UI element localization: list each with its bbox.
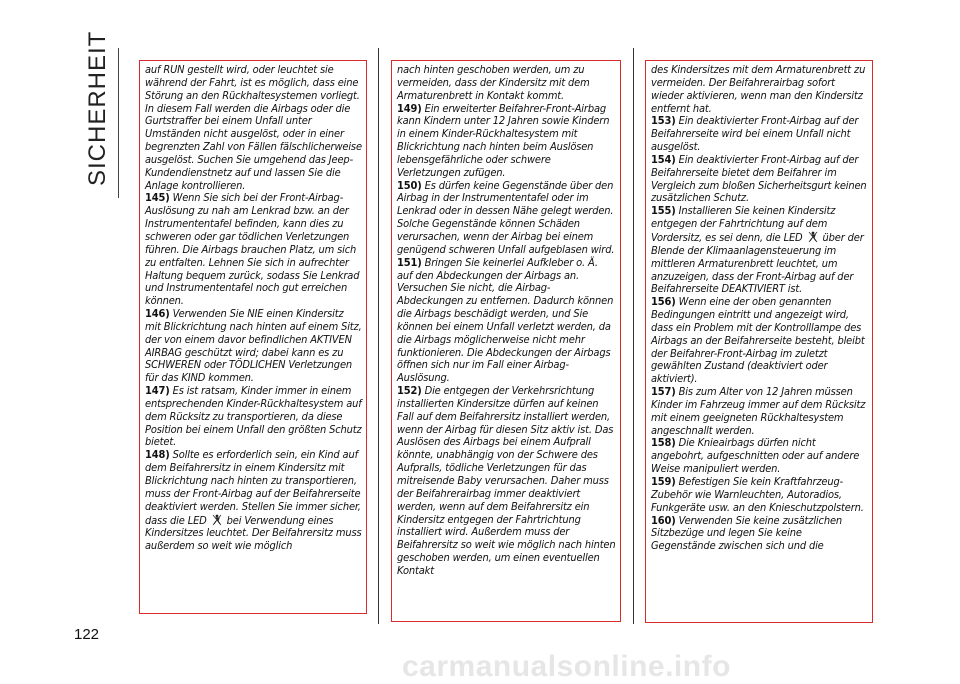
note-number: 155)	[651, 204, 676, 218]
note-number: 156)	[651, 295, 676, 309]
warning-note	[145, 449, 362, 553]
note-text: Befestigen Sie kein Kraftfahrzeug-Zubehör wie Warnleuchten, Autoradios, Funkgeräte usw. an den Knieschutzpolstern.	[651, 475, 864, 514]
warning-note	[651, 386, 868, 437]
warning-note	[651, 476, 868, 515]
warning-note	[651, 115, 868, 154]
note-text: Ein deaktivierter Front-Airbag auf der Beifahrerseite wird bei einem Unfall nicht ausgelöst.	[651, 114, 859, 154]
warning-note	[145, 192, 362, 308]
column-divider	[378, 48, 379, 624]
note-number: 147)	[145, 384, 170, 398]
section-title-text: SICHERHEIT	[84, 30, 111, 186]
note-text: Wenn Sie sich bei der Front-Airbag-Auslösung zu nah am Lenkrad bzw. an der Instrumententafel befinden, kann dies zu schweren oder gar tödlichen Verletzungen führen. Die Airbags brauchen Platz, um sich zu entfalten. Lehnen Sie sich in aufrechter Haltung bequem zurück, sodass Sie Lenkrad und Instrumententafel noch gut erreichen können.	[145, 191, 360, 308]
note-text: Wenn eine der oben genannten Bedingungen eintritt und angezeigt wird, dass ein Problem mit der Kontrolllampe des Airbags an der Beifahrerseite besteht, bleibt der Beifahrer-Front-Airbag im zuletzt gewählten Zustand (deaktiviert oder aktiviert).	[651, 295, 865, 386]
note-text: Verwenden Sie keine zusätzlichen Sitzbezüge und legen Sie keine Gegenstände zwischen sich und die	[651, 513, 843, 553]
warning-note	[145, 308, 362, 385]
note-number: 150)	[397, 178, 422, 192]
warning-note	[397, 180, 616, 257]
warning-continuation	[651, 64, 868, 115]
note-number: 158)	[651, 436, 676, 450]
warning-note	[145, 385, 362, 449]
note-number: 152)	[397, 384, 422, 398]
warning-note	[651, 154, 868, 205]
warning-column-2	[391, 60, 621, 622]
note-text: Die entgegen der Verkehrsrichtung installierten Kindersitze dürfen auf keinen Fall auf dem Beifahrersitz installiert werden, wenn der Airbag für diesen Sitz aktiv ist. Das Auslösen des Airbags bei einem Aufprall könnte, unabhängig von der Schwere des Aufpralls, tödliche Verletzungen für das mitreisende Baby verursachen. Daher muss der Beifahrerairbag immer deaktiviert werden, wenn auf dem Beifahrersitz ein Kindersitz entgegen der Fahrtrichtung installiert wird. Außerdem muss der Beifahrersitz so weit wie möglich nach hinten geschoben werden, um einen eventuellen Kontakt	[397, 384, 616, 577]
warning-note	[651, 205, 868, 296]
note-number: 151)	[397, 255, 422, 269]
warning-note	[397, 385, 616, 578]
note-text: Verwenden Sie NIE einen Kindersitz mit Blickrichtung nach hinten auf einem Sitz, der von einem davor befindlichen AKTIVEN AIRBAG geschützt wird; dabei kann es zu SCHWEREN oder TÖDLICHEN Verletzungen für das KIND kommen.	[145, 307, 362, 385]
note-text: über der Blende der Klimaanlagensteuerung im mittleren Armaturenbrett leuchtet, um anzuzeigen, dass der Front-Airbag auf der Beifahrerseite DEAKTIVIERT ist.	[651, 230, 864, 296]
note-number: 148)	[145, 448, 170, 462]
note-number: 160)	[651, 513, 676, 527]
warning-column-3	[645, 60, 873, 623]
note-number: 157)	[651, 385, 676, 399]
note-text: Ein deaktivierter Front-Airbag auf der Beifahrerseite bietet dem Beifahrer im Vergleich zum bloßen Sicherheitsgurt keinen zusätzlichen Schutz.	[651, 152, 867, 205]
warning-column-1	[139, 60, 367, 614]
note-text: Bringen Sie keinerlei Aufkleber o. Ä. auf den Abdeckungen der Airbags an. Versuchen Sie nicht, die Airbag-Abdeckungen zu entfernen. Dadurch können die Airbags beschädigt werden, und Sie können bei einem Unfall verletzt werden, da die Airbags möglicherweise nicht mehr funktionieren. Die Abdeckungen der Airbags öffnen sich nur im Fall einer Airbag-Auslösung.	[397, 255, 614, 385]
note-number: 145)	[145, 191, 170, 205]
note-number: 149)	[397, 101, 422, 115]
section-divider	[118, 48, 119, 198]
note-text: auf RUN gestellt wird, oder leuchtet sie während der Fahrt, ist es möglich, dass eine Störung an den Rückhaltesystemen vorliegt. In diesem Fall werden die Airbags oder die Gurtstraffer bei einem Unfall unter Umständen nicht ausgelöst, oder in einer begrenzten Zahl von Fällen fälschlicherweise ausgelöst. Suchen Sie umgehend das Jeep-Kundendienstnetz auf und lassen Sie die Anlage kontrollieren.	[145, 63, 362, 192]
note-text: des Kindersitzes mit dem Armaturenbrett zu vermeiden. Der Beifahrerairbag sofort wieder aktivieren, wenn man den Kindersitz entfernt hat.	[651, 63, 866, 115]
note-number: 154)	[651, 152, 676, 166]
note-text: Es ist ratsam, Kinder immer in einem entsprechenden Kinder-Rückhaltesystem auf dem Rücksitz zu transportieren, da diese Position bei einem Unfall den größten Schutz bietet.	[145, 384, 362, 449]
airbag-off-led-icon	[808, 231, 818, 243]
warning-note	[397, 257, 616, 385]
note-text: nach hinten geschoben werden, um zu vermeiden, dass der Kindersitz mit dem Armaturenbrett in Kontakt kommt.	[397, 63, 590, 102]
note-text: Installieren Sie keinen Kindersitz entgegen der Fahrtrichtung auf dem Vordersitz, es sei denn, die LED	[651, 204, 836, 244]
warning-note	[651, 515, 868, 554]
note-text: bei Verwendung eines Kindersitzes leuchtet. Der Beifahrersitz muss außerdem so weit wie möglich	[145, 513, 362, 553]
note-text: Bis zum Alter von 12 Jahren müssen Kinder im Fahrzeug immer auf dem Rücksitz mit einem geeigneten Rückhaltesystem angeschnallt werden.	[651, 385, 866, 437]
note-text: Sollte es erforderlich sein, ein Kind auf dem Beifahrersitz in einem Kindersitz mit Blickrichtung nach hinten zu transportieren, muss der Front-Airbag auf der Beifahrerseite deaktiviert werden. Stellen Sie immer sicher, dass die LED	[145, 448, 361, 527]
column-divider	[633, 48, 634, 624]
warning-continuation	[397, 64, 616, 103]
note-number: 153)	[651, 114, 676, 128]
page-number: 122	[74, 626, 100, 643]
warning-note	[397, 103, 616, 180]
warning-note	[651, 437, 868, 476]
note-text: Es dürfen keine Gegenstände über den Airbag in der Instrumententafel oder im Lenkrad oder in dessen Nähe gelegt werden. Solche Gegenstände können Schäden verursachen, wenn der Airbag bei einem genügend schweren Unfall aufgeblasen wird.	[397, 178, 615, 256]
note-text: Ein erweiterter Beifahrer-Front-Airbag kann Kindern unter 12 Jahren sowie Kindern in einem Kinder-Rückhaltesystem mit Blickrichtung nach hinten beim Auslösen lebensgefährliche oder schwere Verletzungen zufügen.	[397, 101, 610, 179]
warning-continuation	[145, 64, 362, 192]
note-text: Die Knieairbags dürfen nicht angebohrt, aufgeschnitten oder auf andere Weise manipuliert werden.	[651, 436, 860, 476]
note-number: 159)	[651, 475, 676, 488]
note-number: 146)	[145, 307, 170, 321]
warning-note	[651, 296, 868, 386]
airbag-off-led-icon	[212, 514, 222, 526]
watermark: carmanualsonline.info	[402, 650, 731, 683]
